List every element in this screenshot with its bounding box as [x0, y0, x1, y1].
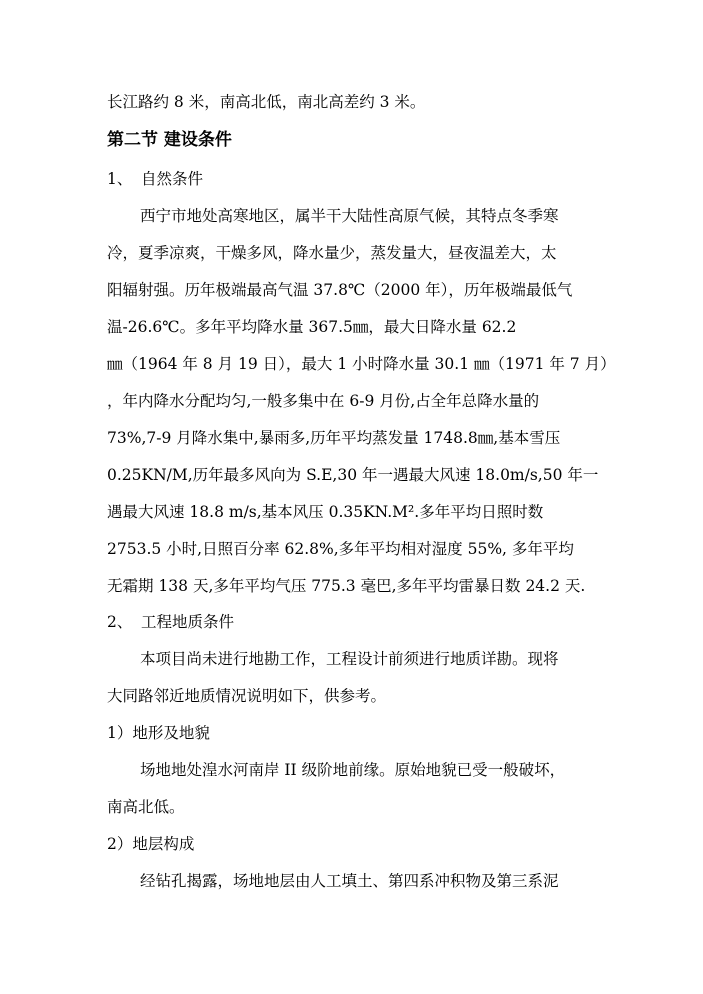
- climate-line: ，年内降水分配均匀,一般多集中在 6-9 月份,占全年总降水量的: [107, 392, 540, 410]
- subheading-strata: 2）地层构成: [107, 835, 195, 853]
- subheading-terrain: 1）地形及地貌: [107, 724, 210, 742]
- terrain-line: 场地地处湟水河南岸 II 级阶地前缘。原始地貌已受一般破坏，: [140, 761, 566, 779]
- climate-line: 阳辐射强。历年极端最高气温 37.8℃（2000 年），历年极端最低气: [107, 281, 573, 299]
- climate-line: 2753.5 小时,日照百分率 62.8%,多年平均相对湿度 55%, 多年平均: [107, 540, 574, 558]
- section-heading: 第二节 建设条件: [107, 130, 232, 150]
- intro-line: 长江路约 8 米，南高北低，南北高差约 3 米。: [107, 93, 426, 111]
- subsection-title: 自然条件: [141, 170, 204, 188]
- climate-line: 温-26.6℃。多年平均降水量 367.5㎜，最大日降水量 62.2: [107, 318, 517, 336]
- climate-line: 西宁市地处高寒地区，属半干大陆性高原气候，其特点冬季寒: [140, 207, 559, 225]
- climate-line: 无霜期 138 天,多年平均气压 775.3 毫巴,多年平均雷暴日数 24.2 天.: [107, 577, 586, 595]
- subsection-natural-conditions: [107, 168, 203, 190]
- subsection-number: 1、: [107, 170, 133, 188]
- climate-line: 0.25KN/M,历年最多风向为 S.E,30 年一遇最大风速 18.0m/s,50 年一: [107, 466, 599, 484]
- subsection-number: 2、: [107, 613, 133, 631]
- geology-line: 大同路邻近地质情况说明如下，供参考。: [107, 687, 387, 705]
- climate-line: 73%,7-9 月降水集中,暴雨多,历年平均蒸发量 1748.8㎜,基本雪压: [107, 429, 561, 447]
- subsection-geology: [107, 611, 234, 633]
- terrain-line: 南高北低。: [107, 798, 185, 816]
- geology-line: 本项目尚未进行地勘工作，工程设计前须进行地质详勘。现将: [140, 650, 559, 668]
- subsection-title: 工程地质条件: [141, 613, 235, 631]
- climate-line: 冷，夏季凉爽，干燥多风，降水量少，蒸发量大，昼夜温差大，太: [107, 244, 557, 262]
- climate-line: 遇最大风速 18.8 m/s,基本风压 0.35KN.M².多年平均日照时数: [107, 503, 544, 521]
- strata-line: 经钻孔揭露，场地地层由人工填土、第四系冲积物及第三系泥: [140, 872, 559, 890]
- climate-line: ㎜（1964 年 8 月 19 日），最大 1 小时降水量 30.1 ㎜（1971 年 7 月）: [107, 355, 616, 373]
